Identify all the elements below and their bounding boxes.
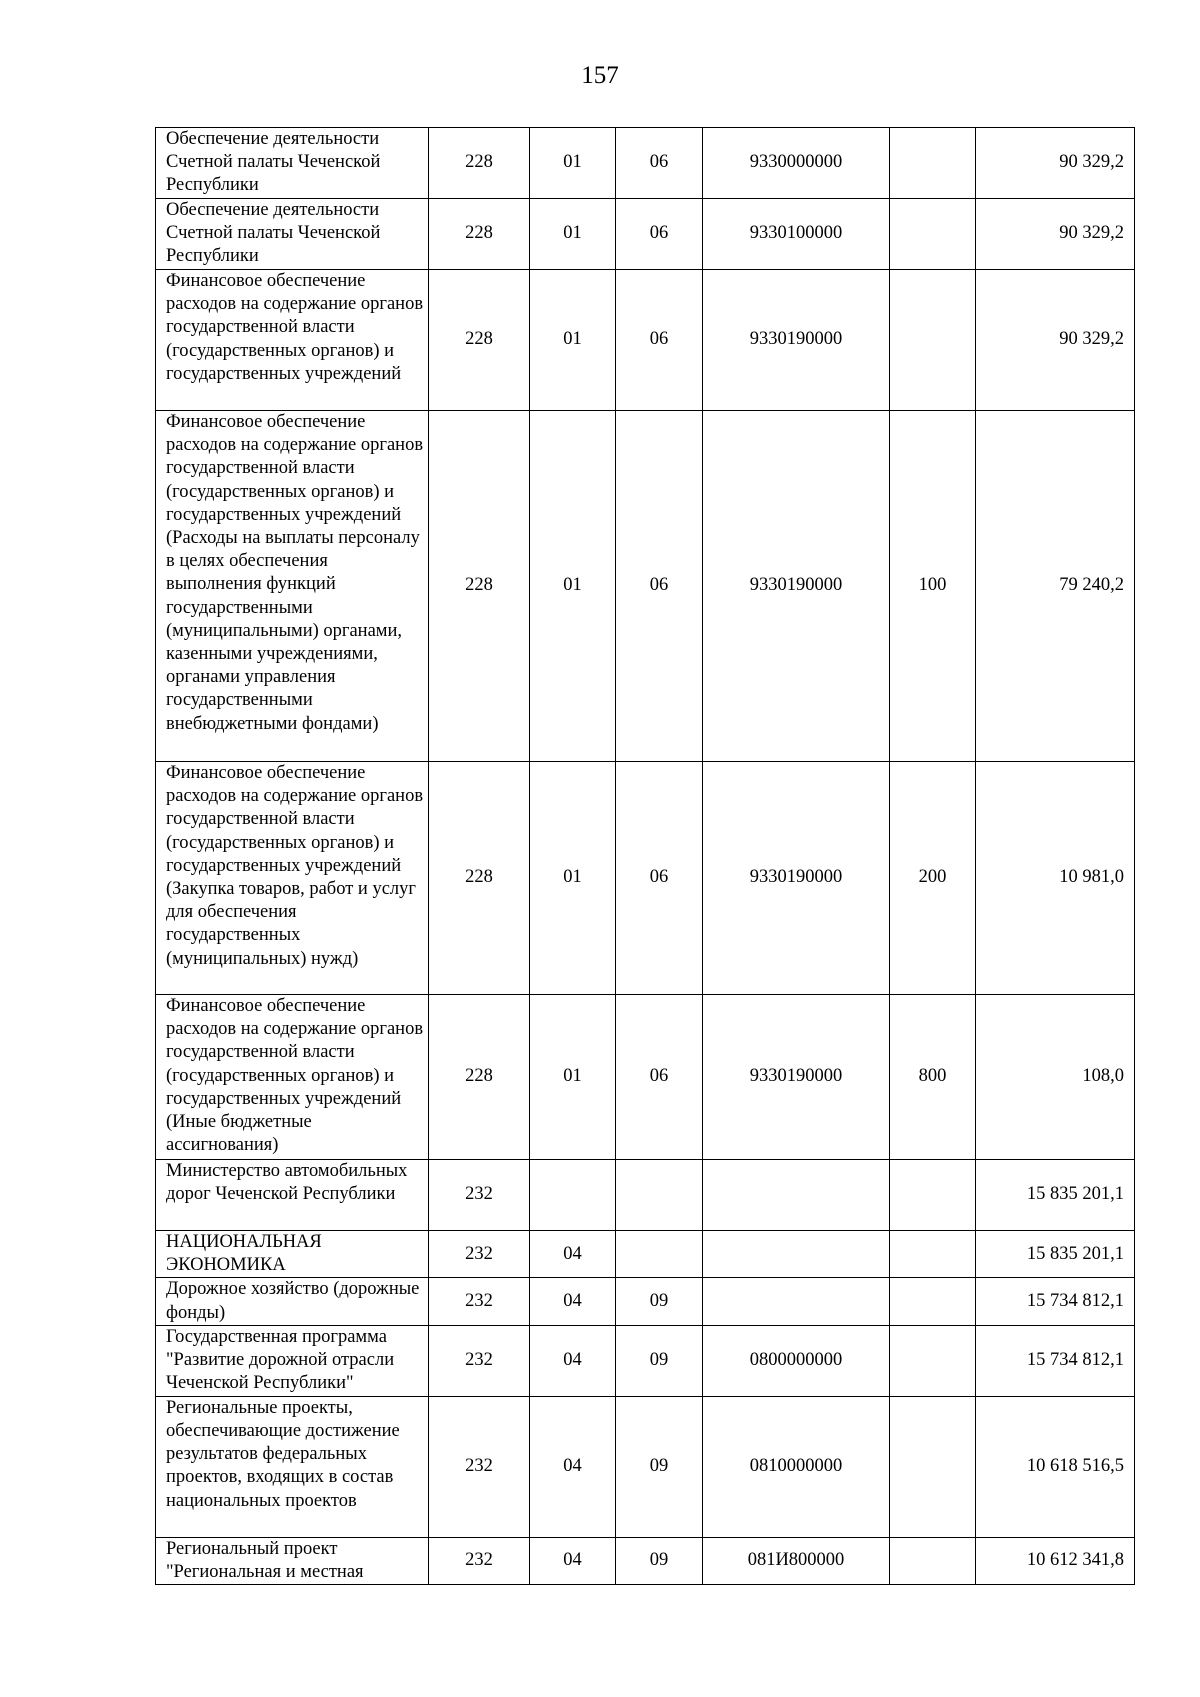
section-code: 04 (530, 1396, 616, 1537)
target-article-code: 081И800000 (703, 1537, 890, 1584)
amount: 15 835 201,1 (976, 1231, 1135, 1278)
section-code: 04 (530, 1325, 616, 1396)
row-name: Региональные проекты, обеспечивающие достижение результатов федеральных проектов, входящих в состав национальных проектов (156, 1396, 429, 1537)
row-name: Министерство автомобильных дорог Чеченской Республики (156, 1160, 429, 1231)
table-row (156, 995, 1135, 1160)
section-code: 04 (530, 1231, 616, 1278)
target-article-code: 9330190000 (703, 995, 890, 1160)
ved-code: 228 (429, 762, 530, 995)
subsection-code: 06 (616, 411, 703, 762)
ved-code: 228 (429, 995, 530, 1160)
ved-code: 232 (429, 1537, 530, 1584)
table-row (156, 411, 1135, 762)
table-row (156, 1278, 1135, 1325)
subsection-code: 06 (616, 128, 703, 199)
target-article-code: 9330190000 (703, 762, 890, 995)
table-row (156, 1537, 1135, 1584)
section-code: 01 (530, 411, 616, 762)
amount: 90 329,2 (976, 270, 1135, 411)
amount: 15 734 812,1 (976, 1325, 1135, 1396)
expense-type-code: 800 (890, 995, 976, 1160)
ved-code: 232 (429, 1325, 530, 1396)
section-code: 01 (530, 762, 616, 995)
subsection-code (616, 1160, 703, 1231)
ved-code: 232 (429, 1160, 530, 1231)
subsection-code: 06 (616, 270, 703, 411)
row-name: Региональный проект "Региональная и местная (156, 1537, 429, 1584)
section-code: 01 (530, 995, 616, 1160)
ved-code: 232 (429, 1396, 530, 1537)
amount: 79 240,2 (976, 411, 1135, 762)
subsection-code: 06 (616, 995, 703, 1160)
subsection-code: 09 (616, 1396, 703, 1537)
table-row (156, 1396, 1135, 1537)
target-article-code (703, 1160, 890, 1231)
subsection-code: 06 (616, 762, 703, 995)
row-name: Финансовое обеспечение расходов на содержание органов государственной власти (государственных органов) и государственных учреждений (Расходы на выплаты персоналу в целях обеспечения выполнения функций государственными (муниципальными) органами, казенными учреждениями, органами управления государственными внебюджетными фондами) (156, 411, 429, 762)
ved-code: 228 (429, 199, 530, 270)
amount: 15 734 812,1 (976, 1278, 1135, 1325)
expense-type-code (890, 128, 976, 199)
target-article-code (703, 1278, 890, 1325)
row-name: Государственная программа "Развитие дорожной отрасли Чеченской Республики" (156, 1325, 429, 1396)
target-article-code (703, 1231, 890, 1278)
target-article-code: 0810000000 (703, 1396, 890, 1537)
expense-type-code (890, 1160, 976, 1231)
ved-code: 228 (429, 411, 530, 762)
table-row (156, 1325, 1135, 1396)
section-code: 01 (530, 199, 616, 270)
row-name: Финансовое обеспечение расходов на содержание органов государственной власти (государственных органов) и государственных учреждений (156, 270, 429, 411)
expense-type-code (890, 1537, 976, 1584)
table-row (156, 762, 1135, 995)
subsection-code: 09 (616, 1325, 703, 1396)
amount: 15 835 201,1 (976, 1160, 1135, 1231)
amount: 10 612 341,8 (976, 1537, 1135, 1584)
section-code: 04 (530, 1278, 616, 1325)
target-article-code: 9330190000 (703, 270, 890, 411)
budget-table (155, 127, 1135, 1585)
ved-code: 228 (429, 270, 530, 411)
amount: 90 329,2 (976, 128, 1135, 199)
table-row (156, 1160, 1135, 1231)
table-row (156, 270, 1135, 411)
row-name: НАЦИОНАЛЬНАЯ ЭКОНОМИКА (156, 1231, 429, 1278)
subsection-code: 09 (616, 1537, 703, 1584)
row-name: Финансовое обеспечение расходов на содержание органов государственной власти (государственных органов) и государственных учреждений (Закупка товаров, работ и услуг для обеспечения государственных (муниципальных) нужд) (156, 762, 429, 995)
page-number: 157 (581, 62, 619, 89)
row-name: Обеспечение деятельности Счетной палаты Чеченской Республики (156, 128, 429, 199)
section-code: 04 (530, 1537, 616, 1584)
expense-type-code (890, 1396, 976, 1537)
row-name: Дорожное хозяйство (дорожные фонды) (156, 1278, 429, 1325)
subsection-code: 06 (616, 199, 703, 270)
expense-type-code (890, 270, 976, 411)
section-code: 01 (530, 128, 616, 199)
expense-type-code: 100 (890, 411, 976, 762)
subsection-code (616, 1231, 703, 1278)
expense-type-code (890, 199, 976, 270)
row-name: Обеспечение деятельности Счетной палаты Чеченской Республики (156, 199, 429, 270)
amount: 90 329,2 (976, 199, 1135, 270)
target-article-code: 9330000000 (703, 128, 890, 199)
amount: 10 981,0 (976, 762, 1135, 995)
target-article-code: 9330100000 (703, 199, 890, 270)
table-row (156, 1231, 1135, 1278)
row-name: Финансовое обеспечение расходов на содержание органов государственной власти (государственных органов) и государственных учреждений (Иные бюджетные ассигнования) (156, 995, 429, 1160)
expense-type-code (890, 1278, 976, 1325)
amount: 10 618 516,5 (976, 1396, 1135, 1537)
section-code: 01 (530, 270, 616, 411)
ved-code: 232 (429, 1278, 530, 1325)
amount: 108,0 (976, 995, 1135, 1160)
table-row (156, 199, 1135, 270)
expense-type-code (890, 1325, 976, 1396)
target-article-code: 9330190000 (703, 411, 890, 762)
subsection-code: 09 (616, 1278, 703, 1325)
table-row (156, 128, 1135, 199)
expense-type-code: 200 (890, 762, 976, 995)
section-code (530, 1160, 616, 1231)
ved-code: 228 (429, 128, 530, 199)
ved-code: 232 (429, 1231, 530, 1278)
target-article-code: 0800000000 (703, 1325, 890, 1396)
expense-type-code (890, 1231, 976, 1278)
